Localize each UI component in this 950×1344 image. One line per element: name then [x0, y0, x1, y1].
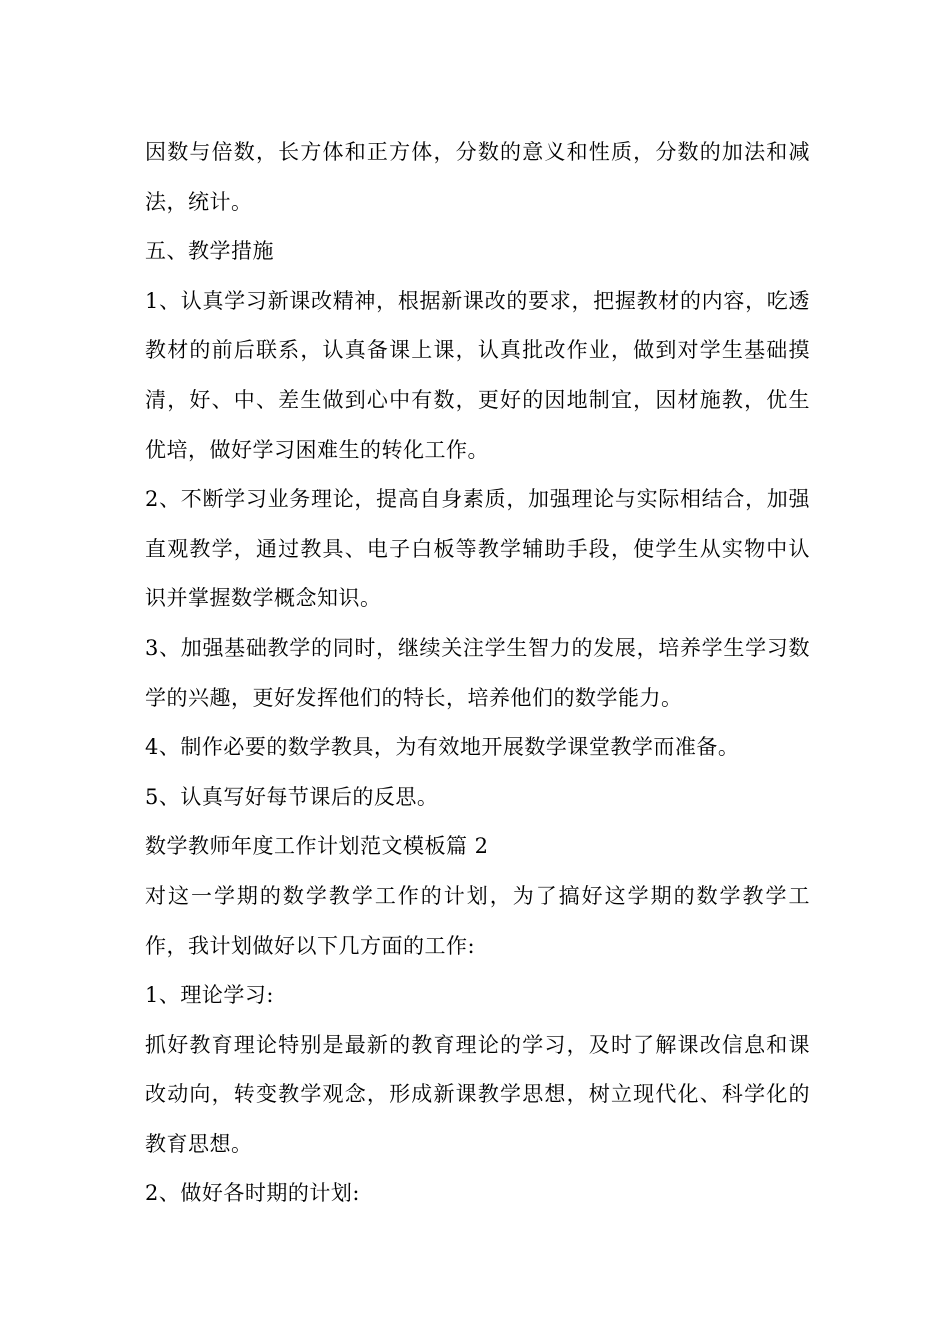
list-item-3: 3、加强基础教学的同时，继续关注学生智力的发展，培养学生学习数学的兴趣，更好发挥他们的特长，培养他们的数学能力。: [145, 635, 810, 710]
list-item-5: 5、认真写好每节课后的反思。: [145, 784, 439, 809]
intro-paragraph: 对这一学期的数学教学工作的计划，为了搞好这学期的数学教学工作，我计划做好以下几方面的工作:: [145, 883, 810, 958]
article-title-part-2: 数学教师年度工作计划范文模板篇 2: [145, 834, 489, 859]
subheading-period-plans: 2、做好各时期的计划:: [145, 1181, 360, 1206]
section-heading-teaching-measures: 五、教学措施: [145, 239, 274, 264]
list-item-4: 4、制作必要的数学教具，为有效地开展数学课堂教学而准备。: [145, 735, 740, 760]
list-item-2: 2、不断学习业务理论，提高自身素质，加强理论与实际相结合，加强直观教学，通过教具、电子白板等教学辅助手段，使学生从实物中认识并掌握数学概念知识。: [145, 487, 810, 611]
list-item-1: 1、认真学习新课改精神，根据新课改的要求，把握教材的内容，吃透教材的前后联系，认真备课上课，认真批改作业，做到对学生基础摸清，好、中、差生做到心中有数，更好的因地制宜，因材施教，优生优培，做好学习困难生的转化工作。: [145, 288, 810, 462]
paragraph-theory-study: 抓好教育理论特别是最新的教育理论的学习，及时了解课改信息和课改动向，转变教学观念，形成新课教学思想，树立现代化、科学化的教育思想。: [145, 1032, 810, 1156]
document-body: [145, 128, 810, 1219]
subheading-theory-study: 1、理论学习:: [145, 983, 274, 1008]
paragraph-factors-multiples: 因数与倍数，长方体和正方体，分数的意义和性质，分数的加法和减法，统计。: [145, 140, 810, 214]
